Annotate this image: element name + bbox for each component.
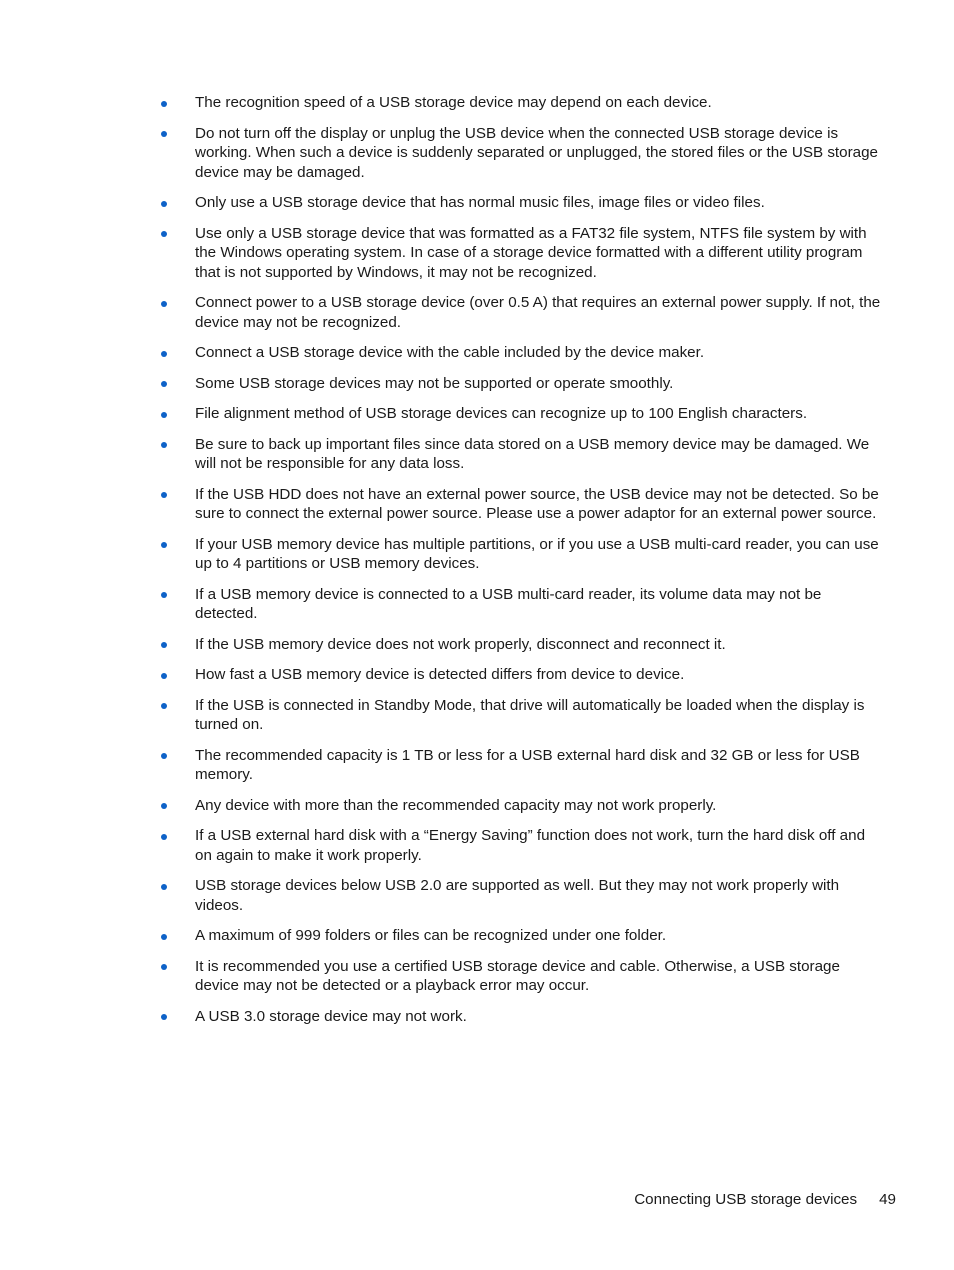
bullet-icon xyxy=(161,884,167,890)
bullet-icon xyxy=(161,673,167,679)
list-item-text: USB storage devices below USB 2.0 are supported as well. But they may not work properly with videos. xyxy=(195,877,840,914)
list-item-text: A maximum of 999 folders or files can be recognized under one folder. xyxy=(195,927,667,944)
bullet-icon xyxy=(161,131,167,137)
bullet-icon xyxy=(161,834,167,840)
bullet-icon xyxy=(161,231,167,237)
list-item-text: Some USB storage devices may not be supported or operate smoothly. xyxy=(195,374,674,392)
bullet-icon xyxy=(161,301,167,307)
page-number: 49 xyxy=(879,1191,896,1208)
list-item xyxy=(160,93,884,113)
list-item xyxy=(160,585,884,624)
list-item-text: If a USB external hard disk with a “Energy Saving” function does not work, turn the hard disk off and on again to make it work properly. xyxy=(195,827,866,864)
list-item xyxy=(160,404,884,424)
bullet-icon xyxy=(161,642,167,648)
list-item xyxy=(160,535,884,574)
list-item xyxy=(160,926,884,946)
list-item xyxy=(160,1007,884,1027)
list-item-text: If your USB memory device has multiple partitions, or if you use a USB multi-card reader, you can use up to 4 partitions or USB memory devices. xyxy=(195,535,879,572)
list-item-text: Be sure to back up important files since data stored on a USB memory device may be damaged. We will not be responsible for any data loss. xyxy=(195,435,870,472)
list-item xyxy=(160,343,884,363)
bullet-icon xyxy=(161,964,167,970)
page-footer xyxy=(560,1190,896,1210)
bullet-icon xyxy=(161,381,167,387)
list-item xyxy=(160,293,884,332)
list-item xyxy=(160,796,884,816)
bullet-icon xyxy=(161,101,167,107)
list-item-text: Only use a USB storage device that has normal music files, image files or video files. xyxy=(195,194,765,211)
list-item-text: The recommended capacity is 1 TB or less for a USB external hard disk and 32 GB or less for USB memory. xyxy=(195,746,860,783)
list-item-text: Connect a USB storage device with the cable included by the device maker. xyxy=(195,344,705,361)
bullet-icon xyxy=(161,1014,167,1020)
bullet-icon xyxy=(161,703,167,709)
list-item-text: A USB 3.0 storage device may not work. xyxy=(195,1007,467,1025)
list-item xyxy=(160,374,884,394)
list-item xyxy=(160,826,884,865)
bullet-icon xyxy=(161,592,167,598)
list-item-text: If a USB memory device is connected to a USB multi-card reader, its volume data may not be detected. xyxy=(195,585,822,622)
list-item xyxy=(160,696,884,735)
list-item xyxy=(160,224,884,283)
list-item xyxy=(160,193,884,213)
bullet-icon xyxy=(161,934,167,940)
list-item-text: Connect power to a USB storage device (over 0.5 A) that requires an external power supply. If not, the device may not be recognized. xyxy=(195,294,881,331)
list-item-text: The recognition speed of a USB storage device may depend on each device. xyxy=(195,94,712,111)
bullet-icon xyxy=(161,803,167,809)
bullet-icon xyxy=(161,492,167,498)
bullet-icon xyxy=(161,542,167,548)
bullet-icon xyxy=(161,442,167,448)
list-item xyxy=(160,435,884,474)
list-item-text: How fast a USB memory device is detected differs from device to device. xyxy=(195,666,685,683)
list-item-text: File alignment method of USB storage devices can recognize up to 100 English characters. xyxy=(195,405,808,422)
bullet-icon xyxy=(161,753,167,759)
bullet-icon xyxy=(161,201,167,207)
list-item-text: If the USB HDD does not have an external power source, the USB device may not be detected. So be sure to connect the external power source. Please use a power adaptor for an external power source. xyxy=(195,485,879,522)
list-item xyxy=(160,665,884,685)
bullet-icon xyxy=(161,412,167,418)
list-item-text: Use only a USB storage device that was formatted as a FAT32 file system, NTFS file system by with the Windows operating system. In case of a storage device formatted with a different utility program that is not supported by Windows, it may not be recognized. xyxy=(195,224,867,281)
list-item xyxy=(160,485,884,524)
list-item-text: If the USB memory device does not work properly, disconnect and reconnect it. xyxy=(195,635,726,653)
list-item xyxy=(160,876,884,915)
list-item xyxy=(160,957,884,996)
list-item-text: If the USB is connected in Standby Mode, that drive will automatically be loaded when the display is turned on. xyxy=(195,696,865,733)
bullet-icon xyxy=(161,351,167,357)
list-item xyxy=(160,635,884,655)
list-item-text: It is recommended you use a certified USB storage device and cable. Otherwise, a USB storage device may not be detected or a playback error may occur. xyxy=(195,957,840,994)
list-item xyxy=(160,124,884,183)
footer-section-title: Connecting USB storage devices xyxy=(634,1191,858,1208)
list-item xyxy=(160,746,884,785)
list-item-text: Any device with more than the recommended capacity may not work properly. xyxy=(195,796,717,814)
list-item-text: Do not turn off the display or unplug the USB device when the connected USB storage device is working. When such a device is suddenly separated or unplugged, the stored files or the USB storage device may be damaged. xyxy=(195,124,878,181)
usb-notes-list xyxy=(160,93,884,1037)
